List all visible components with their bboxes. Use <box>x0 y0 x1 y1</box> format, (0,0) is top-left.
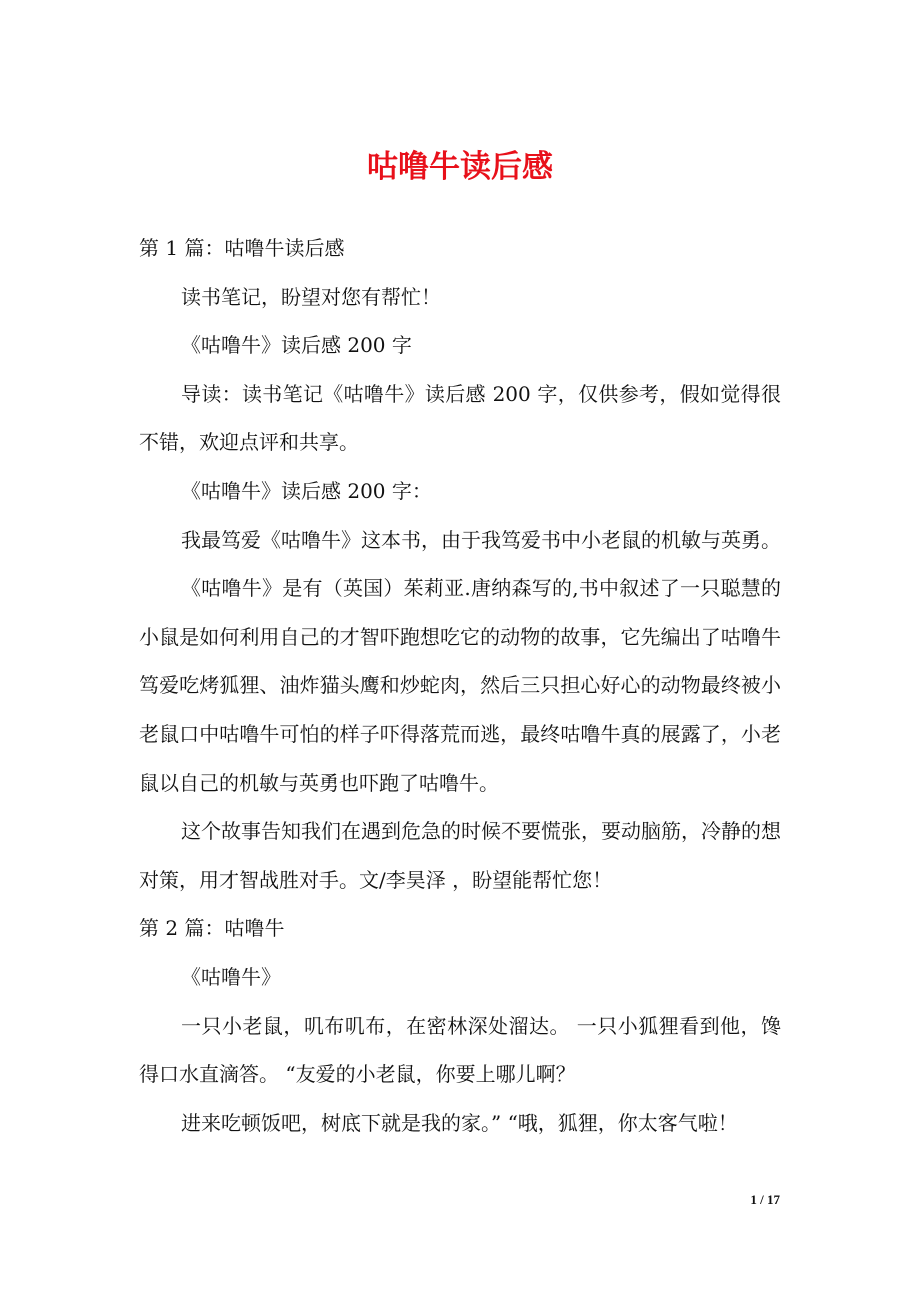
document-title: 咕噜牛读后感 <box>367 149 553 185</box>
paragraph: 《咕噜牛》读后感 200 字： <box>181 478 432 503</box>
page-total: 17 <box>767 1192 780 1207</box>
paragraph: 进来吃顿饭吧，树底下就是我的家。” “哦，狐狸，你太客气啦！ <box>181 1110 738 1135</box>
paragraph: 《咕噜牛》读后感 200 字 <box>181 333 412 358</box>
page-separator: / <box>760 1192 764 1207</box>
page-current: 1 <box>750 1192 757 1207</box>
paragraph: 读书笔记，盼望对您有帮忙！ <box>181 284 441 309</box>
paragraph: 《咕噜牛》 <box>181 964 281 989</box>
page-number <box>750 1190 780 1210</box>
paragraph: 我最笃爱《咕噜牛》这本书，由于我笃爱书中小老鼠的机敏与英勇。 <box>181 527 781 552</box>
paragraph: 这个故事告知我们在遇到危急的时候不要慌张，要动脑筋，冷静的想对策，用才智战胜对手。文/李昊泽 ，盼望能帮忙您！ <box>139 819 781 892</box>
document-body <box>139 224 781 1147</box>
paragraph: 《咕噜牛》是有（英国）茱莉亚.唐纳森写的,书中叙述了一只聪慧的小鼠是如何利用自己的才智吓跑想吃它的动物的故事，它先编出了咕噜牛笃爱吃烤狐狸、油炸猫头鹰和炒蛇肉，然后三只担心好心的动物最终被小老鼠口中咕噜牛可怕的样子吓得落荒而逃，最终咕噜牛真的展露了，小老鼠以自己的机敏与英勇也吓跑了咕噜牛。 <box>139 576 781 795</box>
paragraph: 一只小老鼠，叽布叽布，在密林深处溜达。 一只小狐狸看到他，馋得口水直滴答。 “友爱的小老鼠，你要上哪儿啊？ <box>139 1013 781 1087</box>
paragraph: 导读：读书笔记《咕噜牛》读后感 200 字，仅供参考，假如觉得很不错，欢迎点评和共享。 <box>139 381 781 455</box>
section-heading: 第 1 篇：咕噜牛读后感 <box>139 236 345 260</box>
section-heading: 第 2 篇：咕噜牛 <box>139 916 285 941</box>
